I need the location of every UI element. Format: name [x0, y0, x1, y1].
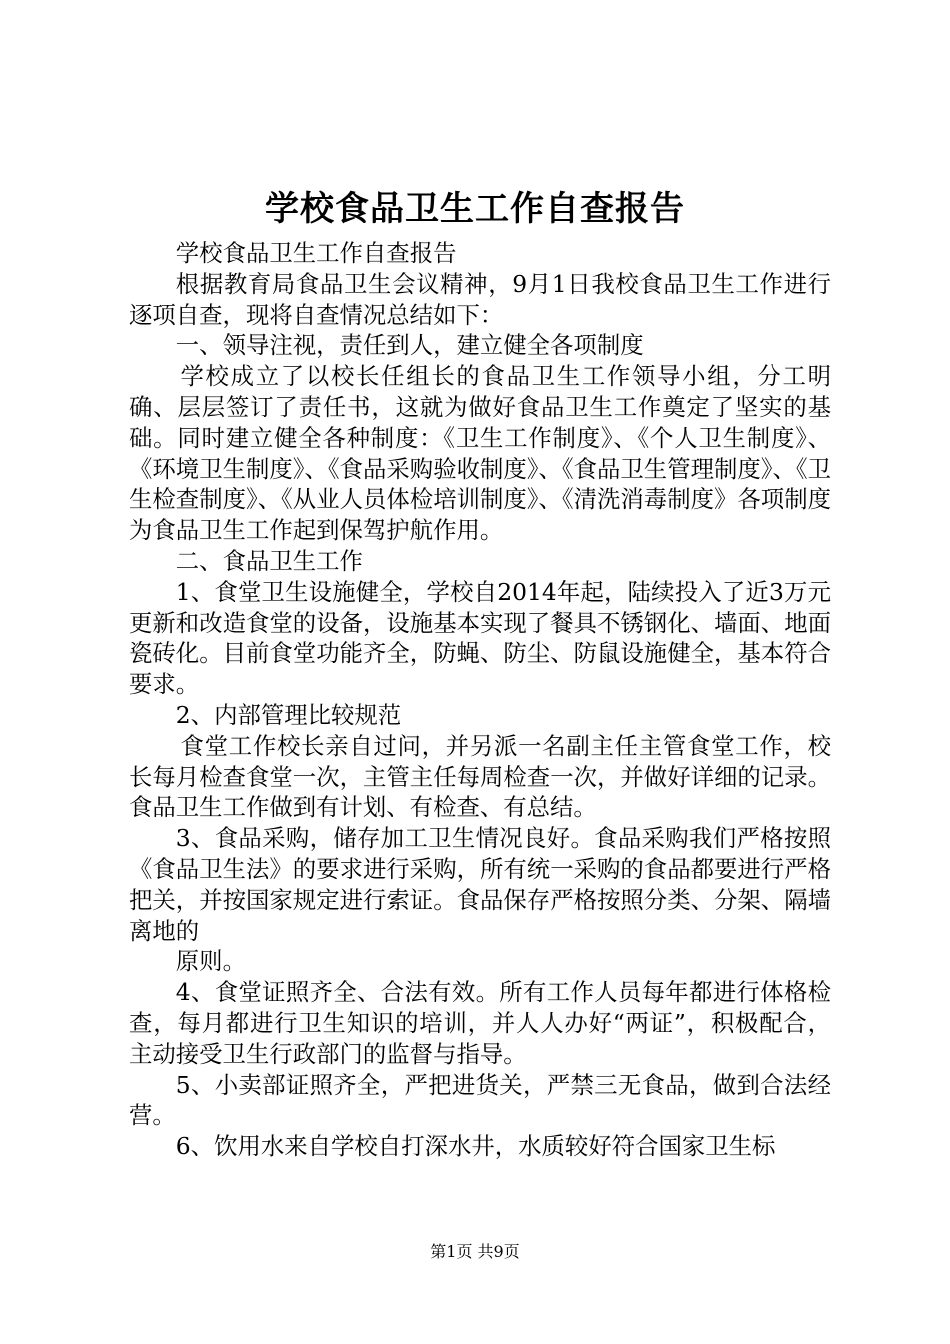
- page-footer: 第1页 共9页: [430, 1242, 520, 1261]
- section-heading-1: 一、领导注视，责任到人，建立健全各项制度: [175, 331, 644, 360]
- paragraph-leadership: 学校成立了以校长任组长的食品卫生工作领导小组，分工明确、层层签订了责任书，这就为做好食品卫生工作奠定了坚实的基础。同时建立健全各种制度：《卫生工作制度》、《个人卫生制度》、《环境卫生制度》、《食品采购验收制度》、《食品卫生管理制度》、《卫生检查制度》、《从业人员体检培训制度》、《清洗消毒制度》各项制度为食品卫生工作起到保驾护航作用。: [129, 362, 831, 545]
- paragraph-item-6: 6、饮用水来自学校自打深水井，水质较好符合国家卫生标: [175, 1132, 776, 1161]
- paragraph-item-2-body: 食堂工作校长亲自过问，并另派一名副主任主管食堂工作，校长每月检查食堂一次，主管主任每周检查一次，并做好详细的记录。食品卫生工作做到有计划、有检查、有总结。: [129, 731, 831, 822]
- section-heading-2: 二、食品卫生工作: [175, 546, 363, 575]
- paragraph-intro: 根据教育局食品卫生会议精神，9月1日我校食品卫生工作进行逐项自查，现将自查情况总结如下：: [129, 269, 831, 329]
- paragraph-item-1: 1、食堂卫生设施健全，学校自2014年起，陆续投入了近3万元更新和改造食堂的设备，设施基本实现了餐具不锈钢化、墙面、地面瓷砖化。目前食堂功能齐全，防蝇、防尘、防鼠设施健全，基本符合要求。: [129, 577, 831, 699]
- document-title: 学校食品卫生工作自查报告: [265, 189, 685, 229]
- document-body: [129, 238, 831, 1162]
- paragraph-subtitle: 学校食品卫生工作自查报告: [175, 239, 457, 267]
- paragraph-item-5: 5、小卖部证照齐全，严把进货关，严禁三无食品，做到合法经营。: [129, 1070, 831, 1130]
- paragraph-item-3-continued: 原则。: [175, 947, 246, 976]
- paragraph-item-4: 4、食堂证照齐全、合法有效。所有工作人员每年都进行体格检查，每月都进行卫生知识的培训，并人人办好“两证”，积极配合，主动接受卫生行政部门的监督与指导。: [129, 978, 831, 1068]
- paragraph-item-2-heading: 2、内部管理比较规范: [175, 700, 402, 729]
- paragraph-item-3: 3、食品采购，储存加工卫生情况良好。食品采购我们严格按照《食品卫生法》的要求进行采购，所有统一采购的食品都要进行严格把关，并按国家规定进行索证。食品保存严格按照分类、分架、隔墙离地的: [129, 824, 831, 945]
